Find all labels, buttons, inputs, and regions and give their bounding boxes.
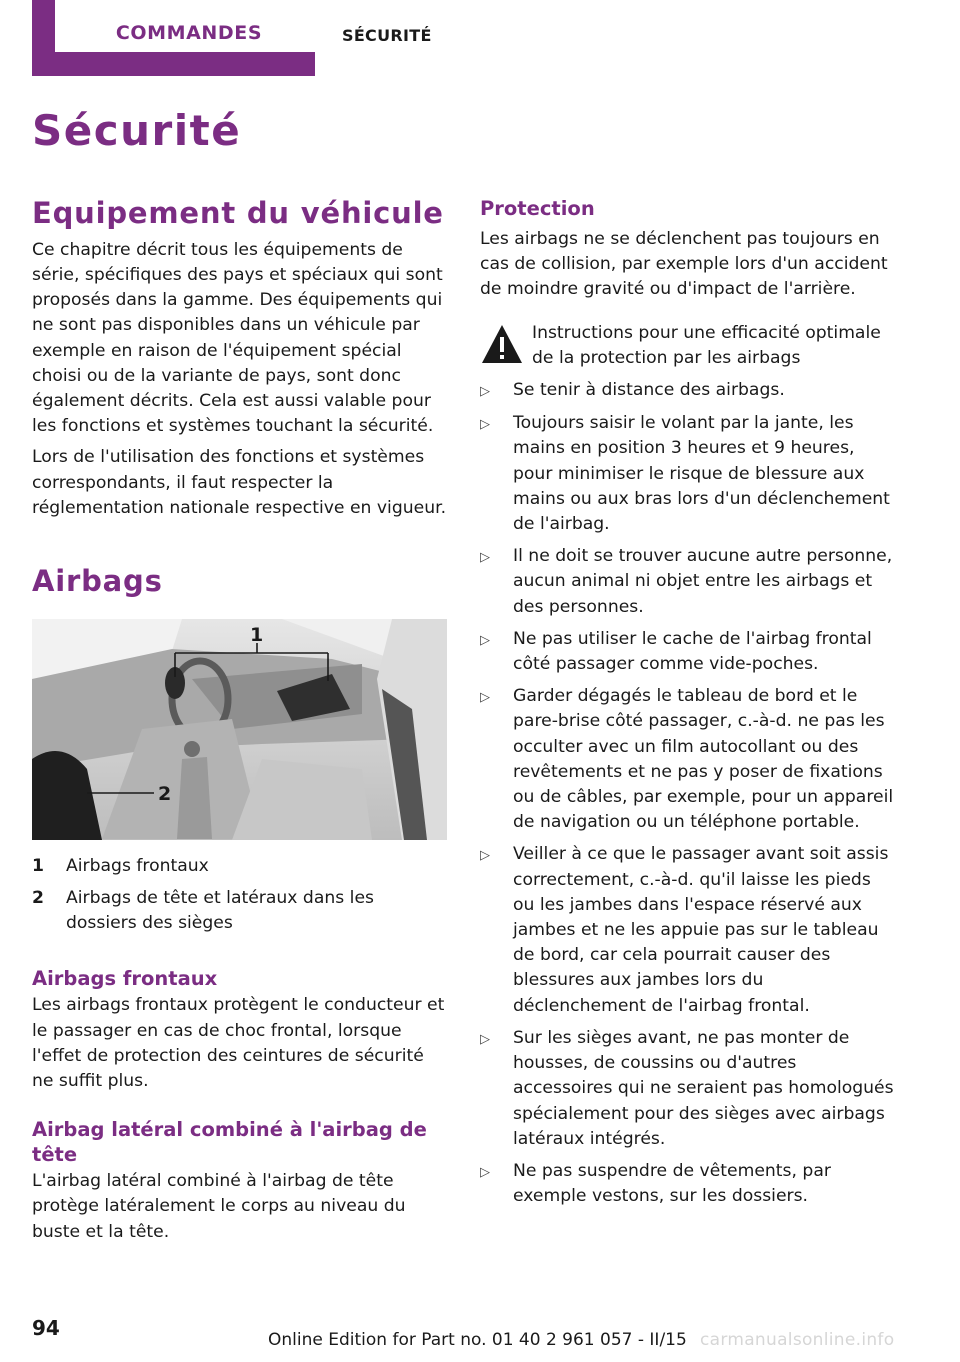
page-number: 94 <box>32 1316 60 1340</box>
list-item <box>480 411 895 537</box>
list-item-text: Toujours saisir le volant par la jante, les mains en position 3 heures et 9 heures, pour minimiser le risque de blessure aux mains ou aux bras lors d'un déclenchement de l'airbag. <box>513 413 890 535</box>
frontal-airbags-text: Les airbags frontaux protègent le conducteur et le passager en cas de choc frontal, lorsque l'effet de protection des ceintures de sécurité ne suffit plus. <box>32 995 445 1092</box>
edition-footer: Online Edition for Part no. 01 40 2 961 057 - II/15 <box>268 1330 687 1350</box>
right-column <box>480 196 895 1209</box>
safety-instructions-list <box>480 378 895 1209</box>
list-item <box>480 627 895 677</box>
page-title: Sécurité <box>32 106 242 155</box>
protection-heading: Protection <box>480 197 595 220</box>
chapter-tab <box>32 0 315 76</box>
list-item <box>480 1026 895 1152</box>
triangle-bullet-icon: ▷ <box>480 690 490 706</box>
airbags-heading: Airbags <box>32 564 163 599</box>
warning-text: Instructions pour une efficacité optimale de la protection par les airbags <box>532 322 881 368</box>
list-item-text: Garder dégagés le tableau de bord et le pare-brise côté passager, c.-à-d. ne pas les occulter avec un film autocollant ou des revêtements et ne pas y poser de fixations ou de câbles, par exemple, pour un appareil de navigation ou un téléphone portable. <box>513 686 894 833</box>
warning-triangle-icon <box>480 323 524 367</box>
legend-number: 1 <box>32 855 44 876</box>
callout-2: 2 <box>158 782 172 805</box>
frontal-airbags-heading: Airbags frontaux <box>32 967 218 991</box>
section-label: SÉCURITÉ <box>342 26 432 45</box>
equipment-heading: Equipement du véhicule <box>32 196 444 230</box>
left-column <box>32 196 447 1245</box>
list-item <box>480 378 895 404</box>
list-item-text: Se tenir à distance des airbags. <box>513 380 785 401</box>
list-item-text: Sur les sièges avant, ne pas monter de housses, de coussins ou d'autres accessoires qui ne seraient pas homologués spécialement pour des sièges avec airbags latéraux intégrés. <box>513 1027 894 1149</box>
chapter-tab-inner <box>55 0 323 52</box>
legend-item <box>32 886 447 936</box>
triangle-bullet-icon: ▷ <box>480 632 490 648</box>
triangle-bullet-icon: ▷ <box>480 848 490 864</box>
car-interior-illustration <box>32 619 447 840</box>
list-item <box>480 684 895 835</box>
callout-1: 1 <box>250 623 264 646</box>
list-item <box>480 1159 895 1209</box>
triangle-bullet-icon: ▷ <box>480 1164 490 1180</box>
triangle-bullet-icon: ▷ <box>480 384 490 400</box>
triangle-bullet-icon: ▷ <box>480 1031 490 1047</box>
list-item-text: Veiller à ce que le passager avant soit assis correctement, c.-à-d. qu'il laisse les pieds ou les jambes dans l'espace réservé aux jambes et ne les appuie pas sur le tableau de bord, car cela pourrait causer des blessures aux jambes lors du déclenchement de l'airbag frontal. <box>513 844 889 1016</box>
triangle-bullet-icon: ▷ <box>480 550 490 566</box>
list-item-text: Ne pas utiliser le cache de l'airbag frontal côté passager comme vide-poches. <box>513 628 872 675</box>
legend-text: Airbags de tête et latéraux dans les dossiers des sièges <box>66 888 374 934</box>
list-item-text: Ne pas suspendre de vêtements, par exemple vestons, sur les dossiers. <box>513 1160 831 1207</box>
legend-item <box>32 854 447 879</box>
equipment-paragraph-2: Lors de l'utilisation des fonctions et systèmes correspondants, il faut respecter la réglementation nationale respective en vigueur. <box>32 447 447 518</box>
list-item <box>480 544 895 620</box>
protection-text: Les airbags ne se déclenchent pas toujours en cas de collision, par exemple lors d'un accident de moindre gravité ou d'impact de l'arrière. <box>480 229 888 300</box>
list-item <box>480 842 895 1018</box>
lateral-airbag-heading: Airbag latéral combiné à l'airbag de tête <box>32 1118 427 1167</box>
figure-legend <box>32 854 447 937</box>
watermark: carmanualsonline.info <box>700 1330 895 1350</box>
legend-text: Airbags frontaux <box>66 855 209 876</box>
lateral-airbag-text: L'airbag latéral combiné à l'airbag de tête protège latéralement le corps au niveau du buste et la tête. <box>32 1171 406 1242</box>
warning-box <box>480 321 895 371</box>
list-item-text: Il ne doit se trouver aucune autre personne, aucun animal ni objet entre les airbags et des personnes. <box>513 546 893 617</box>
chapter-tab-label: COMMANDES <box>115 22 263 44</box>
equipment-paragraph-1: Ce chapitre décrit tous les équipements de série, spécifiques des pays et spéciaux qui sont proposés dans la gamme. Des équipements qui ne sont pas disponibles dans un véhicule par exemple en raison de l'équipement spécial choisi ou de la variante de pays, sont donc également décrits. Cela est aussi valable pour les fonctions et systèmes touchant la sécurité. <box>32 239 443 437</box>
triangle-bullet-icon: ▷ <box>480 417 490 433</box>
airbags-figure <box>32 619 447 840</box>
legend-number: 2 <box>32 888 44 909</box>
